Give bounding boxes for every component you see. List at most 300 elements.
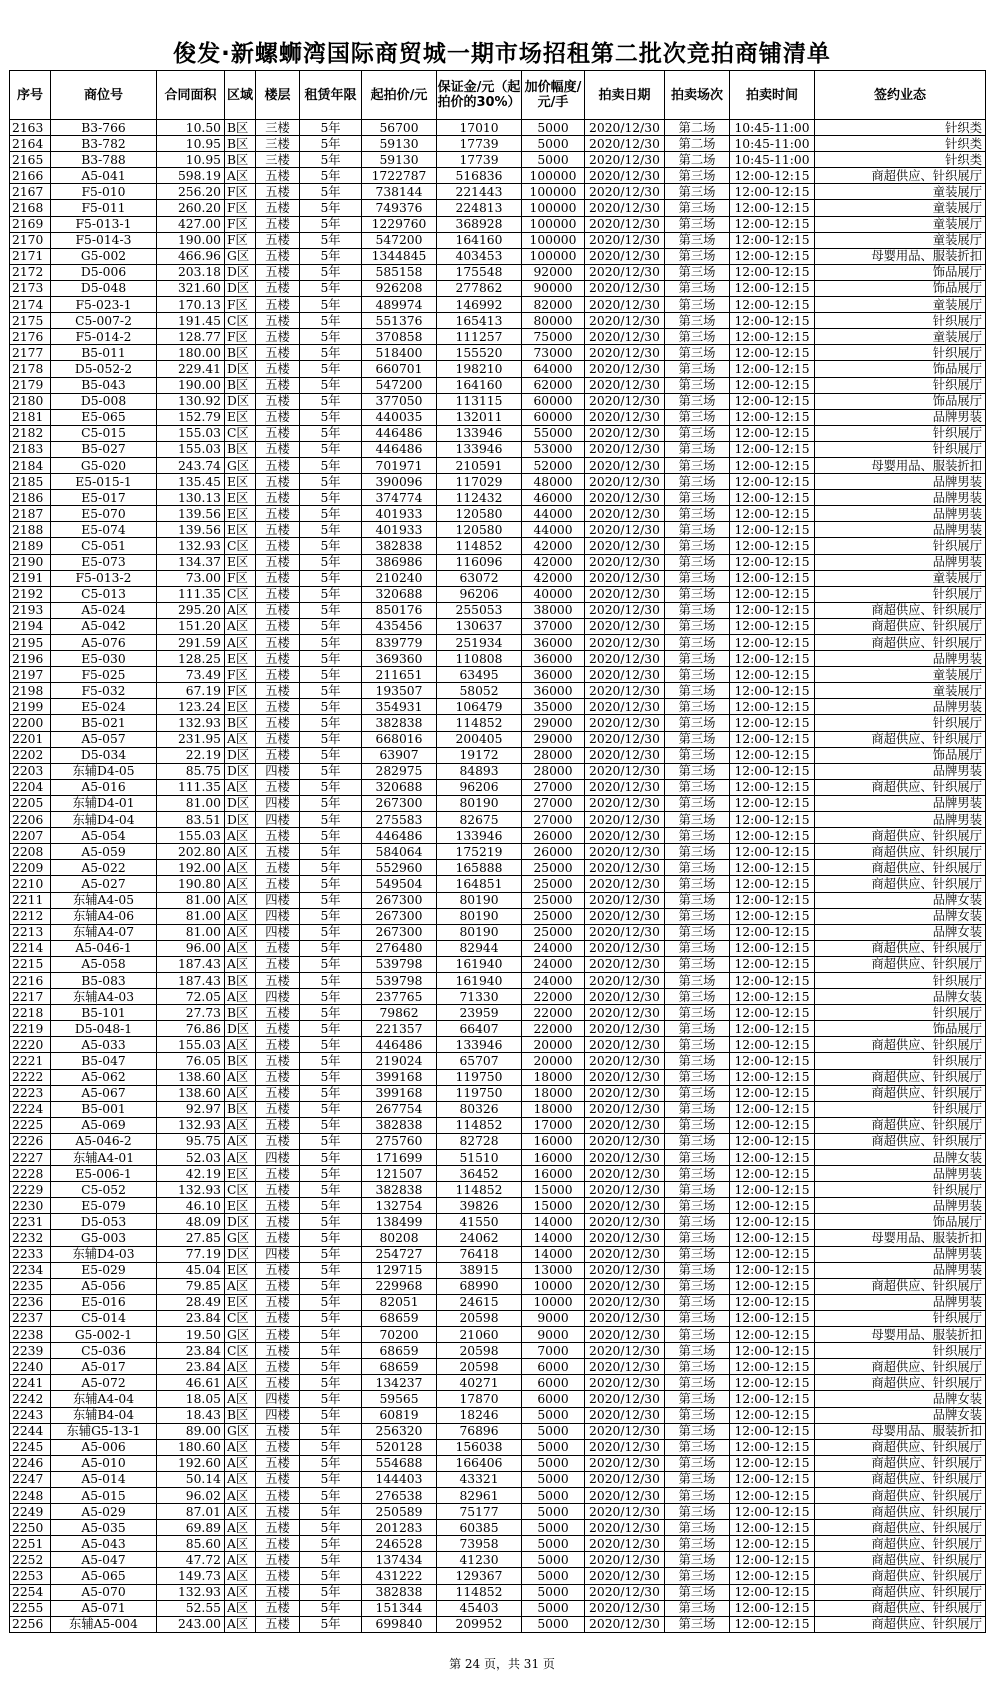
- cell-start-price: 399168: [362, 1069, 437, 1085]
- cell-zone: A区: [225, 1487, 256, 1503]
- cell-area: 155.03: [157, 425, 225, 441]
- cell-zone: B区: [225, 136, 256, 152]
- cell-shop-no: B5-011: [51, 345, 157, 361]
- cell-deposit: 43321: [437, 1471, 522, 1487]
- cell-session: 第三场: [665, 1471, 730, 1487]
- cell-time: 12:00-12:15: [730, 876, 815, 892]
- cell-session: 第三场: [665, 1504, 730, 1520]
- cell-session: 第三场: [665, 1343, 730, 1359]
- cell-shop-no: E5-024: [51, 699, 157, 715]
- cell-zone: D区: [225, 1214, 256, 1230]
- cell-zone: D区: [225, 393, 256, 409]
- cell-lease: 5年: [300, 844, 362, 860]
- cell-deposit: 76418: [437, 1246, 522, 1262]
- cell-increment: 44000: [522, 522, 585, 538]
- cell-zone: D区: [225, 812, 256, 828]
- cell-area: 83.51: [157, 812, 225, 828]
- cell-shop-no: A5-035: [51, 1520, 157, 1536]
- cell-floor: 五楼: [256, 844, 300, 860]
- cell-area: 190.00: [157, 377, 225, 393]
- cell-area: 48.09: [157, 1214, 225, 1230]
- cell-start-price: 377050: [362, 393, 437, 409]
- cell-increment: 24000: [522, 956, 585, 972]
- cell-floor: 五楼: [256, 441, 300, 457]
- cell-floor: 五楼: [256, 474, 300, 490]
- table-row: [10, 763, 986, 779]
- cell-lease: 5年: [300, 393, 362, 409]
- cell-lease: 5年: [300, 1262, 362, 1278]
- cell-shop-no: F5-032: [51, 683, 157, 699]
- cell-session: 第三场: [665, 908, 730, 924]
- cell-session: 第三场: [665, 1166, 730, 1182]
- cell-session: 第三场: [665, 1133, 730, 1149]
- cell-index: 2214: [10, 940, 51, 956]
- cell-business: 品牌男装: [815, 1166, 986, 1182]
- cell-area: 76.86: [157, 1021, 225, 1037]
- cell-start-price: 138499: [362, 1214, 437, 1230]
- cell-lease: 5年: [300, 763, 362, 779]
- cell-time: 12:00-12:15: [730, 297, 815, 313]
- cell-area: 69.89: [157, 1520, 225, 1536]
- cell-start-price: 401933: [362, 506, 437, 522]
- cell-zone: E区: [225, 699, 256, 715]
- cell-date: 2020/12/30: [585, 393, 665, 409]
- cell-zone: F区: [225, 570, 256, 586]
- cell-session: 第三场: [665, 667, 730, 683]
- cell-session: 第三场: [665, 377, 730, 393]
- cell-start-price: 68659: [362, 1343, 437, 1359]
- header-col-start-price: 起拍价/元: [362, 71, 437, 120]
- cell-date: 2020/12/30: [585, 1600, 665, 1616]
- cell-deposit: 96206: [437, 779, 522, 795]
- cell-deposit: 80326: [437, 1101, 522, 1117]
- cell-deposit: 17010: [437, 120, 522, 136]
- cell-session: 第三场: [665, 1407, 730, 1423]
- table-row: [10, 377, 986, 393]
- cell-increment: 5000: [522, 1520, 585, 1536]
- table-row: [10, 1310, 986, 1326]
- cell-business: 童装展厅: [815, 329, 986, 345]
- cell-shop-no: C5-052: [51, 1182, 157, 1198]
- cell-date: 2020/12/30: [585, 844, 665, 860]
- cell-time: 12:00-12:15: [730, 248, 815, 264]
- cell-start-price: 267754: [362, 1101, 437, 1117]
- cell-increment: 5000: [522, 1487, 585, 1503]
- cell-area: 81.00: [157, 892, 225, 908]
- cell-zone: B区: [225, 1053, 256, 1069]
- cell-business: 针织类: [815, 136, 986, 152]
- cell-increment: 5000: [522, 1536, 585, 1552]
- cell-business: 饰品展厅: [815, 361, 986, 377]
- cell-lease: 5年: [300, 1407, 362, 1423]
- cell-shop-no: A5-070: [51, 1584, 157, 1600]
- cell-session: 第三场: [665, 297, 730, 313]
- table-row: [10, 731, 986, 747]
- cell-lease: 5年: [300, 361, 362, 377]
- cell-session: 第三场: [665, 393, 730, 409]
- cell-business: 饰品展厅: [815, 280, 986, 296]
- cell-lease: 5年: [300, 1504, 362, 1520]
- cell-time: 12:00-12:15: [730, 908, 815, 924]
- cell-business: 品牌女装: [815, 989, 986, 1005]
- cell-time: 12:00-12:15: [730, 1182, 815, 1198]
- cell-date: 2020/12/30: [585, 1198, 665, 1214]
- cell-index: 2174: [10, 297, 51, 313]
- cell-shop-no: B5-021: [51, 715, 157, 731]
- cell-index: 2210: [10, 876, 51, 892]
- cell-area: 96.00: [157, 940, 225, 956]
- cell-increment: 53000: [522, 441, 585, 457]
- cell-deposit: 68990: [437, 1278, 522, 1294]
- cell-business: 商超供应、针织展厅: [815, 844, 986, 860]
- cell-zone: A区: [225, 618, 256, 634]
- cell-lease: 5年: [300, 1423, 362, 1439]
- table-row: [10, 361, 986, 377]
- cell-start-price: 926208: [362, 280, 437, 296]
- cell-business: 商超供应、针织展厅: [815, 860, 986, 876]
- cell-deposit: 117029: [437, 474, 522, 490]
- cell-start-price: 276480: [362, 940, 437, 956]
- cell-business: 商超供应、针织展厅: [815, 1455, 986, 1471]
- cell-shop-no: G5-002: [51, 248, 157, 264]
- cell-time: 12:00-12:15: [730, 280, 815, 296]
- cell-area: 180.60: [157, 1439, 225, 1455]
- cell-lease: 5年: [300, 570, 362, 586]
- cell-area: 27.73: [157, 1005, 225, 1021]
- cell-shop-no: E5-016: [51, 1294, 157, 1310]
- cell-start-price: 446486: [362, 425, 437, 441]
- cell-lease: 5年: [300, 635, 362, 651]
- cell-zone: A区: [225, 168, 256, 184]
- cell-time: 12:00-12:15: [730, 956, 815, 972]
- cell-time: 12:00-12:15: [730, 1439, 815, 1455]
- cell-increment: 5000: [522, 1552, 585, 1568]
- cell-business: 针织展厅: [815, 715, 986, 731]
- cell-time: 12:00-12:15: [730, 602, 815, 618]
- cell-shop-no: D5-034: [51, 747, 157, 763]
- cell-time: 12:00-12:15: [730, 924, 815, 940]
- table-row: [10, 892, 986, 908]
- cell-lease: 5年: [300, 1343, 362, 1359]
- cell-index: 2208: [10, 844, 51, 860]
- cell-time: 12:00-12:15: [730, 1327, 815, 1343]
- cell-increment: 29000: [522, 715, 585, 731]
- cell-lease: 5年: [300, 779, 362, 795]
- cell-area: 128.25: [157, 651, 225, 667]
- cell-increment: 60000: [522, 409, 585, 425]
- cell-business: 品牌女装: [815, 924, 986, 940]
- cell-area: 139.56: [157, 506, 225, 522]
- cell-floor: 五楼: [256, 232, 300, 248]
- cell-business: 商超供应、针织展厅: [815, 956, 986, 972]
- cell-floor: 五楼: [256, 1327, 300, 1343]
- table-row: [10, 860, 986, 876]
- cell-index: 2228: [10, 1166, 51, 1182]
- cell-zone: F区: [225, 683, 256, 699]
- cell-date: 2020/12/30: [585, 409, 665, 425]
- cell-date: 2020/12/30: [585, 1166, 665, 1182]
- cell-increment: 5000: [522, 1439, 585, 1455]
- cell-zone: A区: [225, 1391, 256, 1407]
- cell-date: 2020/12/30: [585, 474, 665, 490]
- cell-area: 95.75: [157, 1133, 225, 1149]
- cell-date: 2020/12/30: [585, 280, 665, 296]
- table-row: [10, 1214, 986, 1230]
- cell-shop-no: C5-036: [51, 1343, 157, 1359]
- cell-date: 2020/12/30: [585, 651, 665, 667]
- cell-time: 12:00-12:15: [730, 1101, 815, 1117]
- table-row: [10, 522, 986, 538]
- table-row: [10, 1407, 986, 1423]
- cell-area: 85.75: [157, 763, 225, 779]
- cell-shop-no: E5-030: [51, 651, 157, 667]
- cell-start-price: 275760: [362, 1133, 437, 1149]
- cell-business: 童装展厅: [815, 200, 986, 216]
- cell-lease: 5年: [300, 1117, 362, 1133]
- cell-lease: 5年: [300, 1166, 362, 1182]
- cell-shop-no: A5-065: [51, 1568, 157, 1584]
- cell-zone: G区: [225, 1327, 256, 1343]
- cell-floor: 五楼: [256, 667, 300, 683]
- cell-business: 商超供应、针织展厅: [815, 828, 986, 844]
- cell-index: 2209: [10, 860, 51, 876]
- cell-zone: A区: [225, 1069, 256, 1085]
- cell-lease: 5年: [300, 1520, 362, 1536]
- cell-business: 商超供应、针织展厅: [815, 1439, 986, 1455]
- cell-deposit: 24062: [437, 1230, 522, 1246]
- cell-date: 2020/12/30: [585, 297, 665, 313]
- cell-zone: A区: [225, 1117, 256, 1133]
- cell-start-price: 82051: [362, 1294, 437, 1310]
- cell-time: 12:00-12:15: [730, 1150, 815, 1166]
- cell-deposit: 368928: [437, 216, 522, 232]
- cell-deposit: 133946: [437, 1037, 522, 1053]
- table-row: [10, 409, 986, 425]
- cell-business: 母婴用品、服装折扣: [815, 248, 986, 264]
- cell-floor: 五楼: [256, 1182, 300, 1198]
- cell-time: 12:00-12:15: [730, 1166, 815, 1182]
- cell-floor: 五楼: [256, 731, 300, 747]
- cell-start-price: 144403: [362, 1471, 437, 1487]
- cell-time: 12:00-12:15: [730, 860, 815, 876]
- cell-deposit: 129367: [437, 1568, 522, 1584]
- cell-floor: 四楼: [256, 1391, 300, 1407]
- table-row: [10, 313, 986, 329]
- cell-business: 针织展厅: [815, 1310, 986, 1326]
- cell-deposit: 119750: [437, 1085, 522, 1101]
- cell-index: 2207: [10, 828, 51, 844]
- cell-shop-no: D5-053: [51, 1214, 157, 1230]
- cell-deposit: 130637: [437, 618, 522, 634]
- cell-floor: 五楼: [256, 329, 300, 345]
- cell-business: 针织展厅: [815, 425, 986, 441]
- cell-business: 母婴用品、服装折扣: [815, 457, 986, 473]
- cell-area: 27.85: [157, 1230, 225, 1246]
- table-row: [10, 232, 986, 248]
- cell-zone: B区: [225, 120, 256, 136]
- cell-area: 466.96: [157, 248, 225, 264]
- cell-start-price: 193507: [362, 683, 437, 699]
- cell-increment: 75000: [522, 329, 585, 345]
- cell-increment: 82000: [522, 297, 585, 313]
- cell-date: 2020/12/30: [585, 1262, 665, 1278]
- cell-increment: 25000: [522, 892, 585, 908]
- cell-zone: F区: [225, 667, 256, 683]
- table-row: [10, 345, 986, 361]
- cell-index: 2175: [10, 313, 51, 329]
- table-row: [10, 1487, 986, 1503]
- cell-session: 第三场: [665, 1552, 730, 1568]
- cell-area: 28.49: [157, 1294, 225, 1310]
- cell-date: 2020/12/30: [585, 522, 665, 538]
- cell-time: 12:00-12:15: [730, 747, 815, 763]
- cell-deposit: 251934: [437, 635, 522, 651]
- table-row: [10, 1069, 986, 1085]
- cell-deposit: 80190: [437, 924, 522, 940]
- cell-floor: 五楼: [256, 280, 300, 296]
- cell-lease: 5年: [300, 1327, 362, 1343]
- cell-time: 12:00-12:15: [730, 1568, 815, 1584]
- cell-increment: 15000: [522, 1182, 585, 1198]
- cell-deposit: 84893: [437, 763, 522, 779]
- cell-time: 12:00-12:15: [730, 1230, 815, 1246]
- cell-shop-no: G5-020: [51, 457, 157, 473]
- cell-business: 品牌女装: [815, 908, 986, 924]
- cell-zone: G区: [225, 457, 256, 473]
- cell-time: 12:00-12:15: [730, 1552, 815, 1568]
- cell-zone: C区: [225, 1343, 256, 1359]
- cell-increment: 62000: [522, 377, 585, 393]
- cell-business: 商超供应、针织展厅: [815, 635, 986, 651]
- cell-start-price: 1229760: [362, 216, 437, 232]
- cell-floor: 五楼: [256, 1069, 300, 1085]
- cell-date: 2020/12/30: [585, 1214, 665, 1230]
- cell-shop-no: 东辅D4-04: [51, 812, 157, 828]
- table-row: [10, 795, 986, 811]
- cell-index: 2242: [10, 1391, 51, 1407]
- cell-increment: 6000: [522, 1359, 585, 1375]
- cell-time: 12:00-12:15: [730, 715, 815, 731]
- cell-business: 品牌男装: [815, 1262, 986, 1278]
- table-row: [10, 1471, 986, 1487]
- cell-lease: 5年: [300, 1182, 362, 1198]
- cell-zone: A区: [225, 1600, 256, 1616]
- cell-time: 12:00-12:15: [730, 844, 815, 860]
- cell-zone: A区: [225, 1439, 256, 1455]
- cell-start-price: 210240: [362, 570, 437, 586]
- cell-deposit: 66407: [437, 1021, 522, 1037]
- cell-increment: 37000: [522, 618, 585, 634]
- cell-shop-no: C5-014: [51, 1310, 157, 1326]
- cell-lease: 5年: [300, 924, 362, 940]
- cell-business: 商超供应、针织展厅: [815, 1520, 986, 1536]
- cell-floor: 五楼: [256, 409, 300, 425]
- cell-zone: C区: [225, 425, 256, 441]
- table-row: [10, 1391, 986, 1407]
- cell-zone: A区: [225, 1133, 256, 1149]
- cell-business: 童装展厅: [815, 184, 986, 200]
- cell-deposit: 40271: [437, 1375, 522, 1391]
- cell-zone: B区: [225, 1407, 256, 1423]
- cell-business: 饰品展厅: [815, 747, 986, 763]
- cell-time: 12:00-12:15: [730, 506, 815, 522]
- cell-deposit: 516836: [437, 168, 522, 184]
- cell-zone: A区: [225, 989, 256, 1005]
- cell-lease: 5年: [300, 1150, 362, 1166]
- table-row: [10, 940, 986, 956]
- cell-time: 12:00-12:15: [730, 200, 815, 216]
- cell-session: 第三场: [665, 570, 730, 586]
- cell-business: 品牌男装: [815, 522, 986, 538]
- shop-list-table: [9, 70, 986, 1633]
- cell-deposit: 71330: [437, 989, 522, 1005]
- table-row: [10, 1230, 986, 1246]
- cell-floor: 五楼: [256, 1053, 300, 1069]
- cell-lease: 5年: [300, 1005, 362, 1021]
- cell-area: 321.60: [157, 280, 225, 296]
- cell-index: 2169: [10, 216, 51, 232]
- cell-zone: A区: [225, 602, 256, 618]
- cell-index: 2223: [10, 1085, 51, 1101]
- cell-zone: A区: [225, 876, 256, 892]
- cell-deposit: 73958: [437, 1536, 522, 1552]
- cell-date: 2020/12/30: [585, 1230, 665, 1246]
- cell-area: 151.20: [157, 618, 225, 634]
- cell-increment: 22000: [522, 989, 585, 1005]
- cell-shop-no: G5-003: [51, 1230, 157, 1246]
- cell-time: 12:00-12:15: [730, 457, 815, 473]
- cell-date: 2020/12/30: [585, 683, 665, 699]
- cell-increment: 40000: [522, 586, 585, 602]
- table-row: [10, 136, 986, 152]
- cell-floor: 五楼: [256, 1085, 300, 1101]
- cell-time: 12:00-12:15: [730, 1375, 815, 1391]
- table-row: [10, 1504, 986, 1520]
- cell-business: 商超供应、针织展厅: [815, 1536, 986, 1552]
- cell-deposit: 165413: [437, 313, 522, 329]
- cell-increment: 14000: [522, 1246, 585, 1262]
- table-row: [10, 1278, 986, 1294]
- cell-time: 12:00-12:15: [730, 184, 815, 200]
- cell-area: 87.01: [157, 1504, 225, 1520]
- cell-date: 2020/12/30: [585, 1117, 665, 1133]
- table-row: [10, 1455, 986, 1471]
- cell-date: 2020/12/30: [585, 1520, 665, 1536]
- cell-index: 2163: [10, 120, 51, 136]
- cell-index: 2218: [10, 1005, 51, 1021]
- cell-shop-no: F5-013-2: [51, 570, 157, 586]
- cell-lease: 5年: [300, 280, 362, 296]
- cell-area: 128.77: [157, 329, 225, 345]
- cell-shop-no: A5-046-2: [51, 1133, 157, 1149]
- cell-date: 2020/12/30: [585, 1391, 665, 1407]
- cell-increment: 64000: [522, 361, 585, 377]
- cell-area: 187.43: [157, 956, 225, 972]
- cell-shop-no: A5-014: [51, 1471, 157, 1487]
- cell-time: 12:00-12:15: [730, 490, 815, 506]
- cell-business: 饰品展厅: [815, 1214, 986, 1230]
- cell-business: 商超供应、针织展厅: [815, 1487, 986, 1503]
- cell-start-price: 547200: [362, 232, 437, 248]
- cell-area: 180.00: [157, 345, 225, 361]
- cell-index: 2196: [10, 651, 51, 667]
- cell-start-price: 229968: [362, 1278, 437, 1294]
- cell-session: 第三场: [665, 844, 730, 860]
- table-row: [10, 168, 986, 184]
- cell-lease: 5年: [300, 1294, 362, 1310]
- cell-index: 2186: [10, 490, 51, 506]
- cell-business: 品牌女装: [815, 1407, 986, 1423]
